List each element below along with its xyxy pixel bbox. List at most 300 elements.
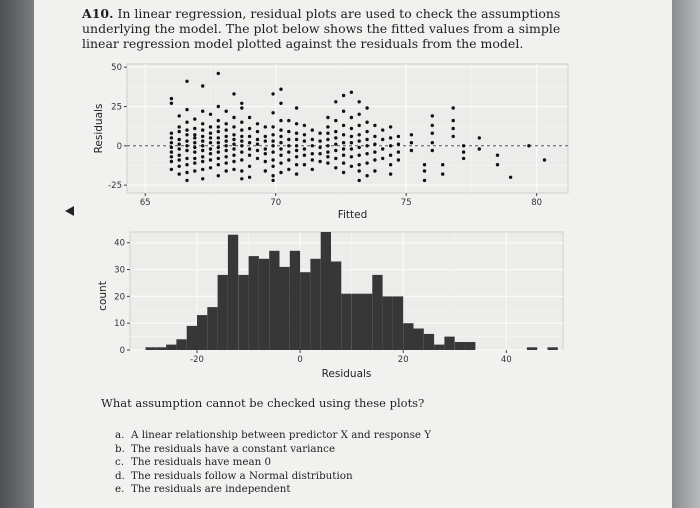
scatter-point: [232, 154, 235, 157]
scatter-point: [431, 124, 434, 127]
scatter-point: [478, 147, 481, 150]
x-tick-label: 65: [139, 198, 151, 208]
scatter-point: [170, 155, 173, 158]
x-tick-label: 75: [400, 198, 412, 208]
scatter-point: [350, 127, 353, 130]
scatter-point: [248, 165, 251, 168]
scatter-point: [496, 163, 499, 166]
scatter-point: [287, 158, 290, 161]
scatter-point: [240, 139, 243, 142]
scatter-point: [185, 139, 188, 142]
scatter-point: [358, 133, 361, 136]
scatter-point: [271, 92, 274, 95]
scatter-point: [397, 135, 400, 138]
scatter-point: [334, 119, 337, 122]
scatter-point: [279, 141, 282, 144]
histogram-bar: [197, 315, 207, 350]
scatter-point: [295, 106, 298, 109]
scatter-point: [365, 121, 368, 124]
scatter-point: [209, 113, 212, 116]
scatter-point: [365, 138, 368, 141]
option-letter: a.: [115, 429, 125, 441]
scatter-point: [365, 144, 368, 147]
histogram-bar: [156, 347, 166, 350]
histogram-bar: [249, 256, 259, 350]
scatter-point: [287, 138, 290, 141]
scatter-point: [350, 165, 353, 168]
scatter-point: [178, 154, 181, 157]
scatter-point: [334, 130, 337, 133]
scatter-point: [295, 138, 298, 141]
scatter-point: [232, 116, 235, 119]
scatter-point: [232, 133, 235, 136]
scatter-point: [193, 136, 196, 139]
y-tick-label: -25: [108, 181, 122, 192]
scatter-point: [271, 133, 274, 136]
histogram-bar: [414, 329, 424, 351]
scatter-point: [389, 163, 392, 166]
scatter-point: [311, 158, 314, 161]
histogram-bar: [290, 251, 300, 350]
scatter-point: [295, 172, 298, 175]
scatter-point: [509, 176, 512, 179]
x-tick-label: 20: [397, 355, 409, 365]
scatter-point: [248, 141, 251, 144]
scatter-point: [185, 108, 188, 111]
scatter-point: [303, 163, 306, 166]
scatter-point: [170, 150, 173, 153]
scatter-point: [209, 152, 212, 155]
scatter-layer: [93, 63, 568, 221]
option-b[interactable]: [115, 443, 431, 457]
scatter-point: [225, 135, 228, 138]
x-axis-title: Fitted: [337, 209, 368, 221]
scatter-point: [358, 113, 361, 116]
histogram-bar: [403, 323, 413, 350]
question-number: A10.: [82, 6, 114, 21]
scatter-point: [381, 128, 384, 131]
y-axis-title: count: [97, 281, 109, 311]
scatter-point: [264, 147, 267, 150]
scatter-point: [279, 102, 282, 105]
scatter-point: [185, 157, 188, 160]
scatter-point: [279, 161, 282, 164]
scatter-point: [185, 149, 188, 152]
scatter-point: [256, 157, 259, 160]
scatter-point: [441, 172, 444, 175]
scatter-point: [232, 125, 235, 128]
scatter-point: [334, 157, 337, 160]
histogram-bar: [218, 275, 228, 350]
scatter-point: [279, 135, 282, 138]
scatter-point: [311, 168, 314, 171]
scatter-point: [193, 133, 196, 136]
scatter-point: [248, 176, 251, 179]
histogram-bar: [331, 262, 341, 351]
scatter-point: [240, 106, 243, 109]
y-tick-label: 50: [111, 63, 122, 74]
scatter-point: [209, 136, 212, 139]
scatter-point: [389, 136, 392, 139]
scatter-point: [217, 72, 220, 75]
scatter-point: [209, 158, 212, 161]
scatter-point: [373, 135, 376, 138]
scatter-point: [178, 172, 181, 175]
histogram-bar: [146, 347, 156, 350]
scatter-point: [350, 155, 353, 158]
scatter-point: [185, 179, 188, 182]
scatter-point: [326, 125, 329, 128]
scatter-point: [342, 154, 345, 157]
question-body: In linear regression, residual plots are used to check the assumptions underlying the model. The plot below shows the fitted values from a simple linear regression model plotted against the residuals from the model.: [82, 6, 561, 51]
scatter-point: [178, 125, 181, 128]
scatter-point: [170, 97, 173, 100]
scatter-point: [209, 147, 212, 150]
scatter-point: [318, 139, 321, 142]
scatter-point: [201, 128, 204, 131]
scatter-point: [287, 130, 290, 133]
scatter-point: [373, 158, 376, 161]
scatter-point: [397, 150, 400, 153]
scatter-point: [225, 110, 228, 113]
scatter-point: [193, 127, 196, 130]
scatter-point: [326, 138, 329, 141]
scatter-point: [170, 146, 173, 149]
scatter-point: [256, 143, 259, 146]
scatter-point: [326, 155, 329, 158]
scatter-point: [178, 114, 181, 117]
scatter-point: [201, 160, 204, 163]
y-axis-title: Residuals: [93, 103, 105, 154]
scatter-point: [423, 163, 426, 166]
histogram-bar: [341, 294, 351, 350]
scatter-point: [232, 138, 235, 141]
histogram-bar: [238, 275, 248, 350]
scatter-point: [431, 132, 434, 135]
scatter-point: [303, 139, 306, 142]
scatter-point: [389, 172, 392, 175]
scatter-point: [209, 166, 212, 169]
scatter-point: [342, 161, 345, 164]
scatter-point: [397, 158, 400, 161]
x-axis-title: Residuals: [321, 368, 372, 380]
option-letter: d.: [115, 469, 125, 482]
y-tick-label: 10: [114, 319, 125, 330]
y-tick-label: 20: [114, 292, 125, 303]
scatter-point: [318, 160, 321, 163]
scatter-point: [217, 150, 220, 153]
scatter-point: [240, 128, 243, 131]
scatter-point: [358, 169, 361, 172]
scatter-point: [389, 125, 392, 128]
scatter-point: [452, 119, 455, 122]
scatter-point: [178, 147, 181, 150]
scatter-point: [217, 136, 220, 139]
scatter-point: [185, 133, 188, 136]
scatter-point: [334, 136, 337, 139]
scatter-point: [397, 143, 400, 146]
scatter-point: [350, 147, 353, 150]
histogram-bar: [228, 235, 238, 350]
scatter-point: [311, 138, 314, 141]
scatter-point: [264, 160, 267, 163]
histogram-bar: [383, 296, 393, 350]
scatter-point: [264, 169, 267, 172]
scatter-point: [271, 125, 274, 128]
scatter-point: [170, 160, 173, 163]
scatter-point: [185, 171, 188, 174]
scatter-point: [358, 154, 361, 157]
scatter-point: [326, 116, 329, 119]
scatter-point: [178, 143, 181, 146]
scatter-point: [225, 155, 228, 158]
scatter-point: [287, 144, 290, 147]
histogram-bar: [465, 342, 475, 350]
scatter-point: [217, 141, 220, 144]
scatter-point: [410, 149, 413, 152]
scatter-point: [232, 147, 235, 150]
scatter-point: [271, 174, 274, 177]
scatter-point: [423, 169, 426, 172]
scatter-point: [201, 84, 204, 87]
scatter-point: [232, 92, 235, 95]
scatter-point: [279, 119, 282, 122]
histogram-bar: [444, 337, 454, 350]
scatter-point: [193, 169, 196, 172]
scatter-point: [279, 171, 282, 174]
scatter-point: [342, 110, 345, 113]
scatter-point: [193, 146, 196, 149]
scatter-point: [240, 144, 243, 147]
scatter-point: [318, 146, 321, 149]
scatter-point: [358, 139, 361, 142]
scatter-point: [225, 144, 228, 147]
y-tick-label: 0: [119, 346, 125, 356]
histogram-bar: [259, 259, 269, 350]
histogram-bar: [176, 339, 186, 350]
scatter-point: [381, 138, 384, 141]
scatter-point: [342, 133, 345, 136]
scatter-point: [358, 163, 361, 166]
scatter-point: [271, 165, 274, 168]
scatter-point: [543, 158, 546, 161]
scatter-point: [170, 132, 173, 135]
scatter-point: [256, 130, 259, 133]
scatter-point: [342, 147, 345, 150]
scatter-point: [232, 160, 235, 163]
histogram-bar: [527, 347, 537, 350]
scatter-point: [264, 139, 267, 142]
scatter-point: [248, 116, 251, 119]
scatter-point: [185, 121, 188, 124]
scatter-point: [342, 141, 345, 144]
option-a[interactable]: [115, 429, 431, 443]
option-text: The residuals follow a Normal distribution: [131, 469, 353, 482]
option-letter: e.: [115, 483, 125, 496]
scatter-point: [170, 168, 173, 171]
scatter-point: [240, 135, 243, 138]
scatter-point: [264, 152, 267, 155]
histogram-bar: [280, 267, 290, 350]
histogram-bar: [548, 347, 558, 350]
scatter-point: [225, 139, 228, 142]
scatter-point: [381, 157, 384, 160]
scatter-point: [185, 144, 188, 147]
scatter-point: [248, 135, 251, 138]
scatter-point: [185, 163, 188, 166]
histogram-bar: [393, 296, 403, 350]
scatter-point: [217, 119, 220, 122]
scatter-point: [350, 91, 353, 94]
scatter-point: [423, 179, 426, 182]
scatter-point: [279, 154, 282, 157]
scatter-point: [326, 150, 329, 153]
scatter-point: [410, 133, 413, 136]
scatter-point: [271, 179, 274, 182]
scatter-point: [358, 124, 361, 127]
scatter-point: [342, 171, 345, 174]
scatter-point: [201, 110, 204, 113]
scatter-point: [217, 105, 220, 108]
scatter-point: [311, 128, 314, 131]
scatter-point: [201, 135, 204, 138]
scatter-point: [193, 157, 196, 160]
scatter-point: [256, 138, 259, 141]
option-text: The residuals are independent: [131, 483, 291, 496]
option-text: The residuals have mean 0: [131, 456, 272, 469]
scatter-point: [431, 141, 434, 144]
scatter-point: [358, 146, 361, 149]
scatter-point: [496, 154, 499, 157]
scatter-point: [365, 152, 368, 155]
option-c[interactable]: [115, 456, 431, 470]
scatter-point: [225, 128, 228, 131]
scatter-point: [248, 127, 251, 130]
scatter-point: [389, 154, 392, 157]
y-tick-label: 40: [114, 238, 125, 249]
scatter-point: [342, 124, 345, 127]
scatter-point: [232, 168, 235, 171]
scatter-point: [271, 150, 274, 153]
scatter-point: [193, 117, 196, 120]
scatter-point: [295, 149, 298, 152]
scatter-point: [178, 158, 181, 161]
scatter-point: [201, 177, 204, 180]
scatter-point: [373, 169, 376, 172]
scatter-point: [248, 154, 251, 157]
scatter-point: [279, 147, 282, 150]
scatter-point: [365, 174, 368, 177]
x-tick-label: 0: [297, 355, 303, 365]
scatter-point: [441, 163, 444, 166]
scatter-point: [303, 133, 306, 136]
option-d[interactable]: [115, 470, 431, 484]
scatter-point: [201, 122, 204, 125]
histogram-bar: [207, 307, 217, 350]
histogram-bar: [455, 342, 465, 350]
scatter-point: [462, 157, 465, 160]
scatter-point: [170, 102, 173, 105]
histogram-bar: [362, 294, 372, 350]
x-tick-label: -20: [190, 355, 204, 365]
scatter-point: [334, 143, 337, 146]
scatter-point: [452, 106, 455, 109]
scatter-point: [358, 179, 361, 182]
scatter-point: [217, 146, 220, 149]
question-prompt: What assumption cannot be checked using these plots?: [101, 396, 425, 410]
x-tick-label: 40: [500, 355, 512, 365]
scatter-point: [240, 158, 243, 161]
option-text: A linear relationship between predictor X and response Y: [131, 429, 432, 441]
scatter-point: [452, 135, 455, 138]
scatter-point: [201, 155, 204, 158]
scatter-point: [365, 130, 368, 133]
scatter-point: [358, 100, 361, 103]
scatter-point: [232, 143, 235, 146]
histogram-bar: [166, 345, 176, 350]
scatter-point: [193, 161, 196, 164]
scatter-point: [209, 125, 212, 128]
scatter-point: [240, 121, 243, 124]
scatter-point: [185, 128, 188, 131]
histogram-bar: [187, 326, 197, 350]
scatter-point: [478, 136, 481, 139]
scatter-point: [334, 149, 337, 152]
option-e[interactable]: [115, 483, 431, 497]
mouse-cursor-icon: [65, 206, 74, 216]
y-tick-label: 30: [114, 265, 125, 276]
histogram-bar: [321, 232, 331, 350]
scatter-point: [326, 144, 329, 147]
scatter-point: [271, 144, 274, 147]
scatter-point: [256, 122, 259, 125]
scatter-point: [326, 161, 329, 164]
scatter-point: [256, 149, 259, 152]
scatter-point: [271, 139, 274, 142]
scatter-point: [311, 144, 314, 147]
scatter-point: [334, 166, 337, 169]
x-tick-label: 70: [270, 198, 282, 208]
scatter-point: [410, 141, 413, 144]
scatter-point: [350, 135, 353, 138]
scatter-point: [279, 128, 282, 131]
histogram-bar: [269, 251, 279, 350]
scatter-point: [389, 144, 392, 147]
scatter-point: [334, 100, 337, 103]
histogram-bar: [424, 334, 434, 350]
scatter-point: [225, 169, 228, 172]
scatter-point: [295, 144, 298, 147]
scatter-point: [295, 132, 298, 135]
scatter-point: [225, 161, 228, 164]
scatter-point: [209, 141, 212, 144]
scatter-point: [303, 154, 306, 157]
option-letter: b.: [115, 442, 125, 455]
scatter-point: [303, 147, 306, 150]
scatter-point: [209, 132, 212, 135]
scatter-point: [201, 168, 204, 171]
scatter-point: [311, 152, 314, 155]
scatter-point: [170, 136, 173, 139]
scatter-point: [318, 132, 321, 135]
scatter-point: [170, 141, 173, 144]
scatter-point: [264, 135, 267, 138]
scatter-point: [217, 174, 220, 177]
scatter-point: [452, 127, 455, 130]
scatter-point: [178, 165, 181, 168]
scatter-point: [462, 150, 465, 153]
scatter-point: [217, 130, 220, 133]
